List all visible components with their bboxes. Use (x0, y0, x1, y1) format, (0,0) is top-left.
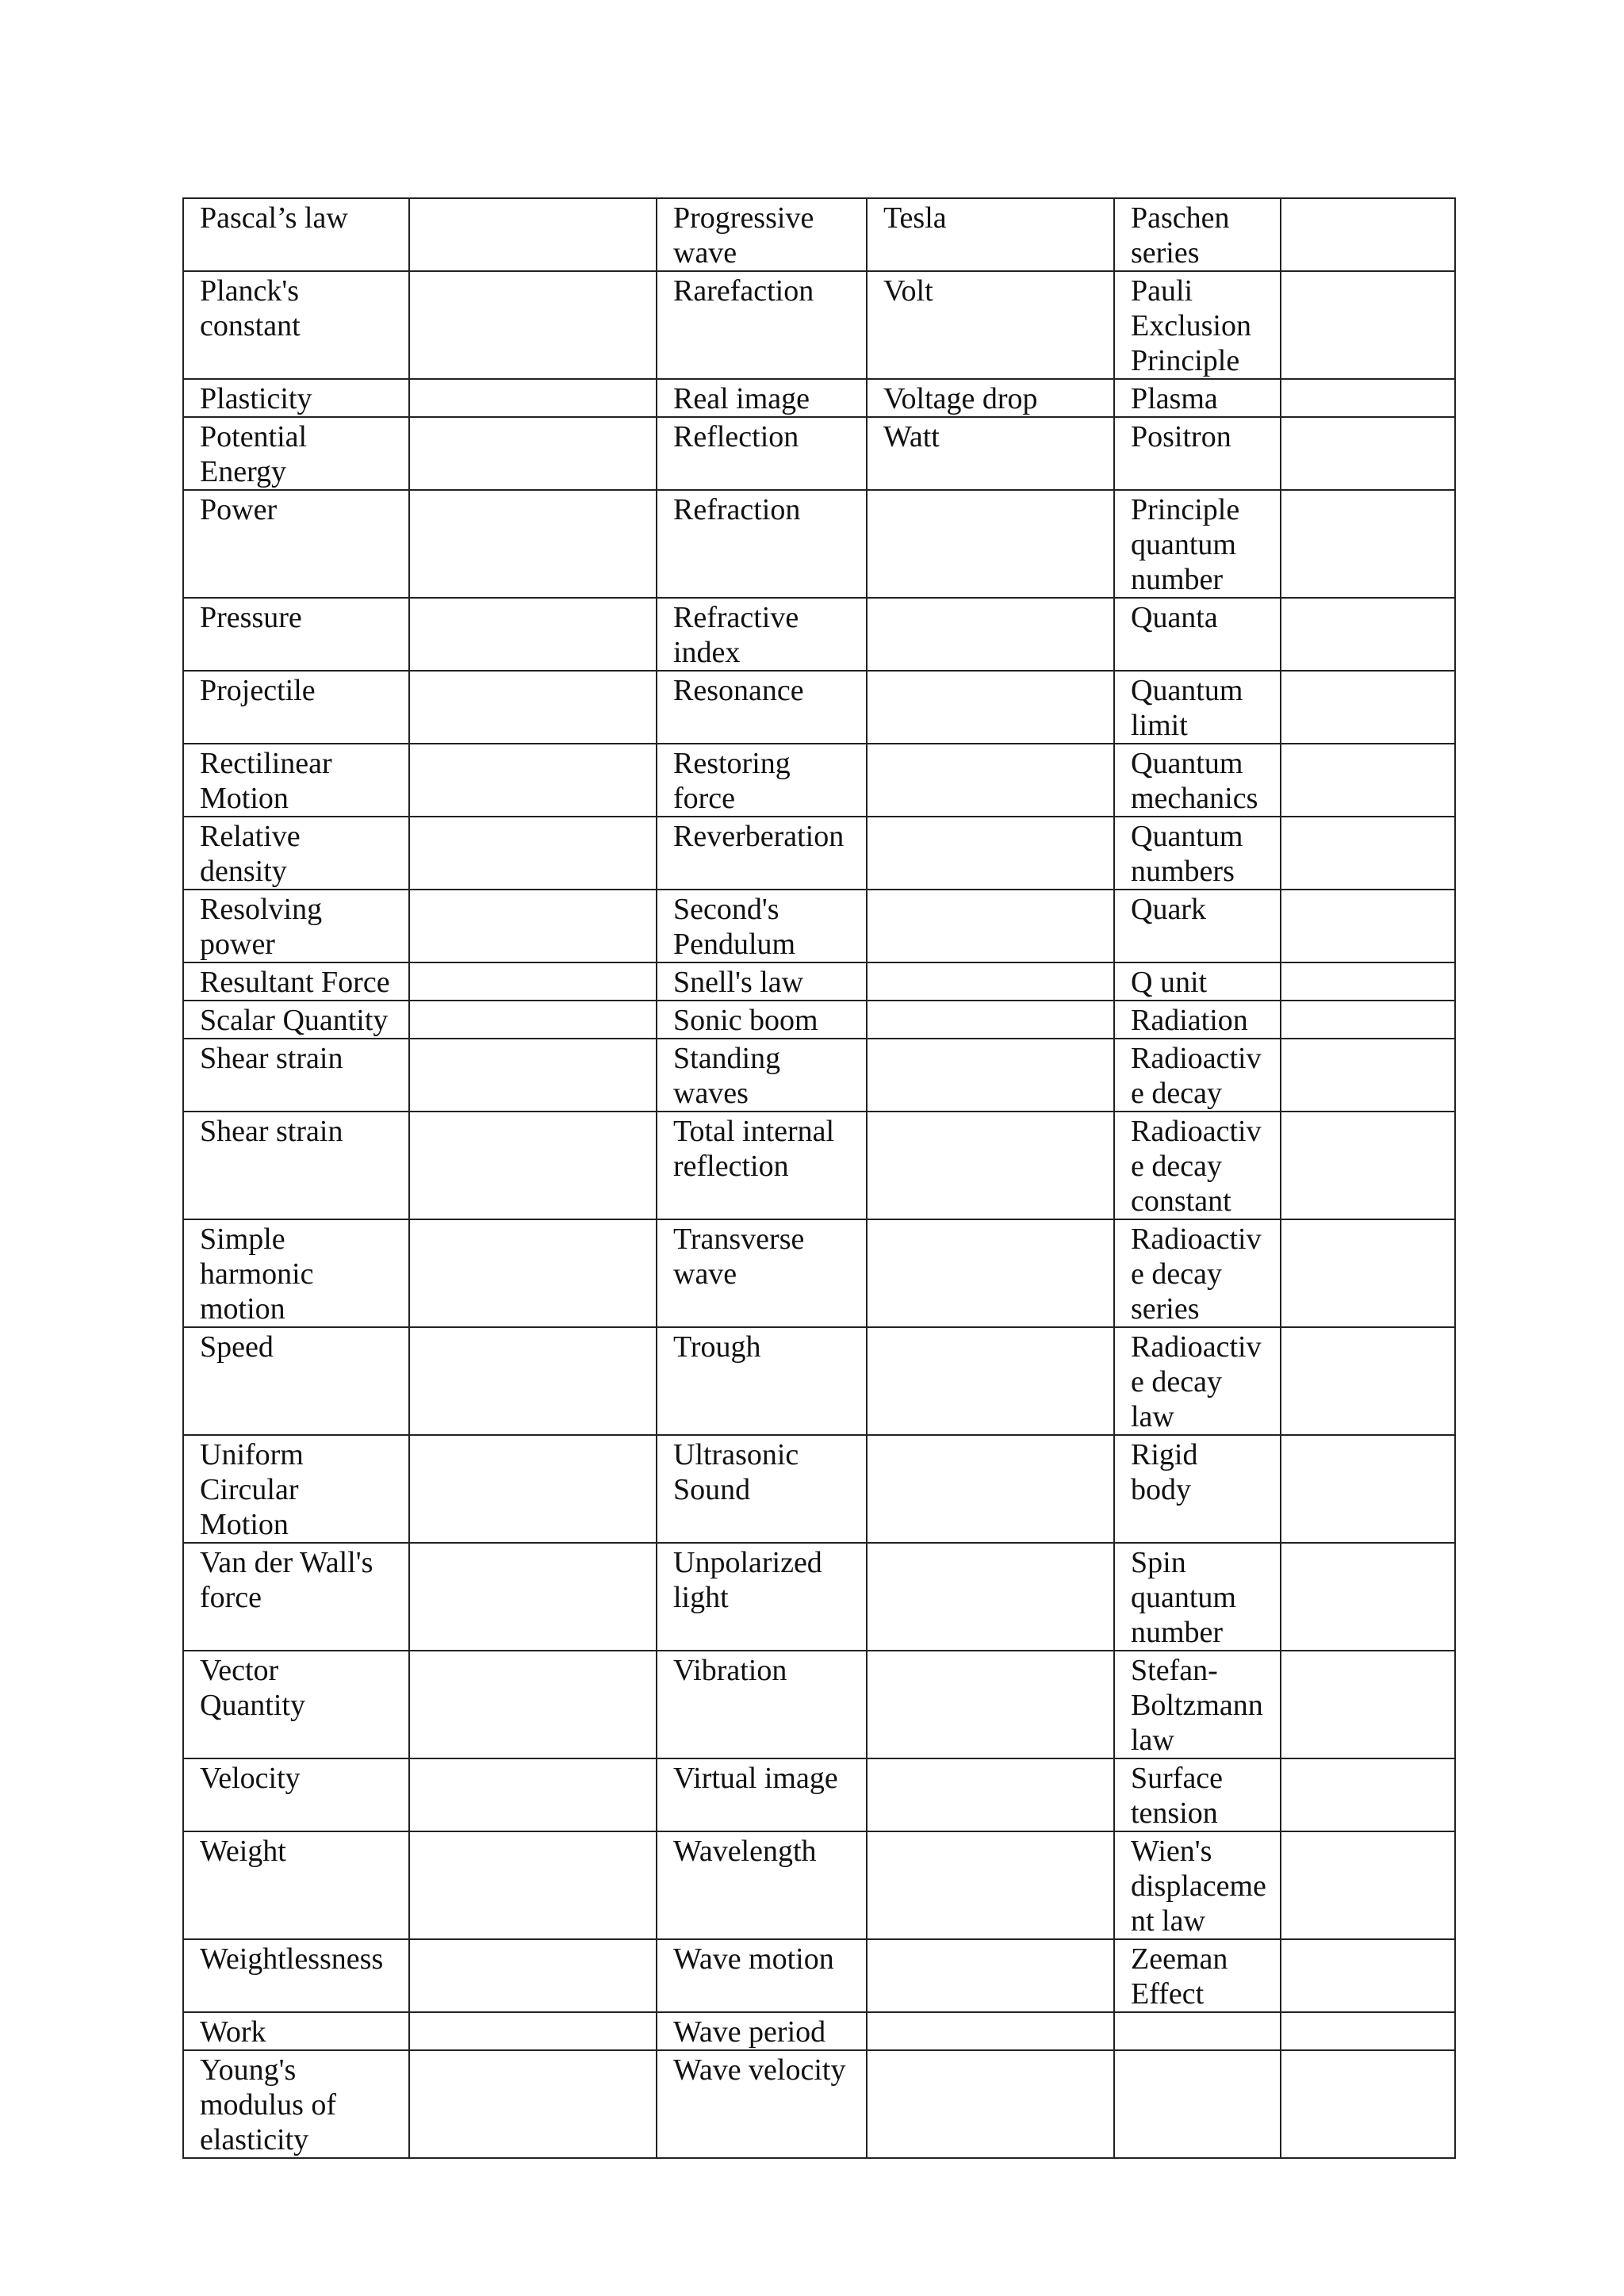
table-cell (1281, 1219, 1455, 1327)
table-cell: Radioactiv e decay (1114, 1039, 1281, 1112)
table-cell (1281, 1112, 1455, 1219)
table-cell (1281, 1651, 1455, 1758)
table-cell (867, 1758, 1114, 1831)
table-row (183, 1327, 1455, 1435)
table-cell: Shear strain (183, 1039, 409, 1112)
table-cell: Quark (1114, 890, 1281, 962)
table-cell: Radiation (1114, 1001, 1281, 1039)
table-cell (1281, 744, 1455, 817)
table-cell: Power (183, 490, 409, 598)
table-cell (867, 817, 1114, 890)
table-cell: Weightlessness (183, 1939, 409, 2012)
table-cell (867, 1219, 1114, 1327)
table-cell (1114, 2050, 1281, 2158)
table-cell: Resonance (657, 671, 867, 744)
table-cell (1281, 490, 1455, 598)
table-cell (1281, 1758, 1455, 1831)
table-row (183, 1039, 1455, 1112)
table-cell (867, 598, 1114, 671)
table-cell: Plasticity (183, 379, 409, 417)
table-cell: Sonic boom (657, 1001, 867, 1039)
table-cell (1114, 2012, 1281, 2050)
table-cell: Real image (657, 379, 867, 417)
table-cell (867, 2050, 1114, 2158)
table-cell: Zeeman Effect (1114, 1939, 1281, 2012)
table-cell (409, 2012, 657, 2050)
table-cell (1281, 2050, 1455, 2158)
glossary-table (182, 197, 1456, 2159)
table-cell (1281, 1039, 1455, 1112)
table-cell: Watt (867, 417, 1114, 490)
table-cell (867, 490, 1114, 598)
table-cell (867, 671, 1114, 744)
table-cell: Surface tension (1114, 1758, 1281, 1831)
table-cell: Q unit (1114, 962, 1281, 1001)
table-row (183, 198, 1455, 271)
table-row (183, 417, 1455, 490)
table-cell (409, 271, 657, 379)
table-cell (867, 1651, 1114, 1758)
table-cell (409, 1219, 657, 1327)
table-cell: Standing waves (657, 1039, 867, 1112)
table-cell (409, 890, 657, 962)
table-cell: Quantum limit (1114, 671, 1281, 744)
table-cell (867, 1831, 1114, 1939)
table-cell: Pauli Exclusion Principle (1114, 271, 1281, 379)
table-cell (1281, 1001, 1455, 1039)
table-cell (409, 744, 657, 817)
table-cell: Potential Energy (183, 417, 409, 490)
table-cell (409, 1651, 657, 1758)
table-cell: Total internal reflection (657, 1112, 867, 1219)
table-cell (409, 1001, 657, 1039)
table-cell: Planck's constant (183, 271, 409, 379)
table-row (183, 1758, 1455, 1831)
table-cell (409, 1939, 657, 2012)
table-row (183, 1543, 1455, 1651)
table-cell (867, 1001, 1114, 1039)
glossary-table-body (183, 198, 1455, 2158)
table-cell (1281, 198, 1455, 271)
table-cell: Wave motion (657, 1939, 867, 2012)
table-cell: Wavelength (657, 1831, 867, 1939)
table-cell: Weight (183, 1831, 409, 1939)
table-row (183, 2050, 1455, 2158)
table-cell: Speed (183, 1327, 409, 1435)
table-cell (867, 1435, 1114, 1543)
table-cell (409, 198, 657, 271)
table-row (183, 744, 1455, 817)
table-row (183, 890, 1455, 962)
table-cell (1281, 962, 1455, 1001)
table-cell (867, 1543, 1114, 1651)
table-cell: Rarefaction (657, 271, 867, 379)
table-cell (867, 1112, 1114, 1219)
table-cell: Pascal’s law (183, 198, 409, 271)
table-cell (867, 2012, 1114, 2050)
table-row (183, 1219, 1455, 1327)
table-cell: Volt (867, 271, 1114, 379)
table-cell (867, 1039, 1114, 1112)
table-cell (409, 1327, 657, 1435)
table-row (183, 2012, 1455, 2050)
table-cell (1281, 1327, 1455, 1435)
table-cell (867, 890, 1114, 962)
table-cell (1281, 1939, 1455, 2012)
table-row (183, 671, 1455, 744)
table-cell: Voltage drop (867, 379, 1114, 417)
table-cell: Radioactiv e decay series (1114, 1219, 1281, 1327)
table-cell (409, 1112, 657, 1219)
table-row (183, 379, 1455, 417)
table-cell: Snell's law (657, 962, 867, 1001)
table-cell: Rigid body (1114, 1435, 1281, 1543)
table-cell (409, 2050, 657, 2158)
table-cell (409, 1435, 657, 1543)
table-cell (1281, 671, 1455, 744)
table-cell: Unpolarized light (657, 1543, 867, 1651)
table-cell: Shear strain (183, 1112, 409, 1219)
table-cell: Progressive wave (657, 198, 867, 271)
table-cell: Vector Quantity (183, 1651, 409, 1758)
table-cell (1281, 1543, 1455, 1651)
table-row (183, 1939, 1455, 2012)
table-cell: Scalar Quantity (183, 1001, 409, 1039)
table-cell: Radioactiv e decay law (1114, 1327, 1281, 1435)
table-cell (409, 417, 657, 490)
table-cell: Plasma (1114, 379, 1281, 417)
table-cell (409, 671, 657, 744)
table-cell: Simple harmonic motion (183, 1219, 409, 1327)
table-cell (1281, 2012, 1455, 2050)
table-row (183, 1435, 1455, 1543)
table-row (183, 1001, 1455, 1039)
table-cell: Velocity (183, 1758, 409, 1831)
table-cell: Uniform Circular Motion (183, 1435, 409, 1543)
table-cell (1281, 379, 1455, 417)
table-row (183, 271, 1455, 379)
table-cell (409, 379, 657, 417)
table-row (183, 1651, 1455, 1758)
table-cell (409, 1758, 657, 1831)
table-cell: Principle quantum number (1114, 490, 1281, 598)
table-cell: Relative density (183, 817, 409, 890)
table-cell: Spin quantum number (1114, 1543, 1281, 1651)
table-cell: Reverberation (657, 817, 867, 890)
table-cell: Trough (657, 1327, 867, 1435)
table-cell (867, 1939, 1114, 2012)
table-cell: Projectile (183, 671, 409, 744)
table-cell: Refraction (657, 490, 867, 598)
table-cell: Work (183, 2012, 409, 2050)
table-cell (1281, 271, 1455, 379)
table-cell: Quantum numbers (1114, 817, 1281, 890)
table-cell: Van der Wall's force (183, 1543, 409, 1651)
table-cell: Stefan- Boltzmann law (1114, 1651, 1281, 1758)
table-cell: Restoring force (657, 744, 867, 817)
table-cell (409, 817, 657, 890)
table-cell (1281, 1831, 1455, 1939)
table-cell (1281, 598, 1455, 671)
table-cell: Positron (1114, 417, 1281, 490)
table-cell (867, 1327, 1114, 1435)
table-cell: Young's modulus of elasticity (183, 2050, 409, 2158)
table-row (183, 1112, 1455, 1219)
table-cell: Resultant Force (183, 962, 409, 1001)
table-cell: Radioactiv e decay constant (1114, 1112, 1281, 1219)
table-cell (409, 962, 657, 1001)
table-cell (1281, 890, 1455, 962)
table-cell (409, 1831, 657, 1939)
table-cell: Virtual image (657, 1758, 867, 1831)
table-cell: Ultrasonic Sound (657, 1435, 867, 1543)
table-cell (1281, 817, 1455, 890)
table-row (183, 598, 1455, 671)
table-cell: Wave period (657, 2012, 867, 2050)
table-cell (409, 1039, 657, 1112)
table-cell (1281, 417, 1455, 490)
table-cell: Refractive index (657, 598, 867, 671)
table-cell: Tesla (867, 198, 1114, 271)
table-cell: Transverse wave (657, 1219, 867, 1327)
table-cell: Wave velocity (657, 2050, 867, 2158)
table-cell (409, 490, 657, 598)
table-cell: Rectilinear Motion (183, 744, 409, 817)
table-cell (1281, 1435, 1455, 1543)
table-cell: Pressure (183, 598, 409, 671)
table-cell: Quantum mechanics (1114, 744, 1281, 817)
table-row (183, 490, 1455, 598)
table-cell: Quanta (1114, 598, 1281, 671)
table-row (183, 962, 1455, 1001)
table-cell (409, 598, 657, 671)
table-cell (409, 1543, 657, 1651)
table-cell: Vibration (657, 1651, 867, 1758)
table-row (183, 1831, 1455, 1939)
table-cell: Second's Pendulum (657, 890, 867, 962)
table-cell (867, 744, 1114, 817)
table-row (183, 817, 1455, 890)
table-cell: Paschen series (1114, 198, 1281, 271)
table-cell: Reflection (657, 417, 867, 490)
table-cell: Wien's displaceme nt law (1114, 1831, 1281, 1939)
table-cell (867, 962, 1114, 1001)
table-cell: Resolving power (183, 890, 409, 962)
